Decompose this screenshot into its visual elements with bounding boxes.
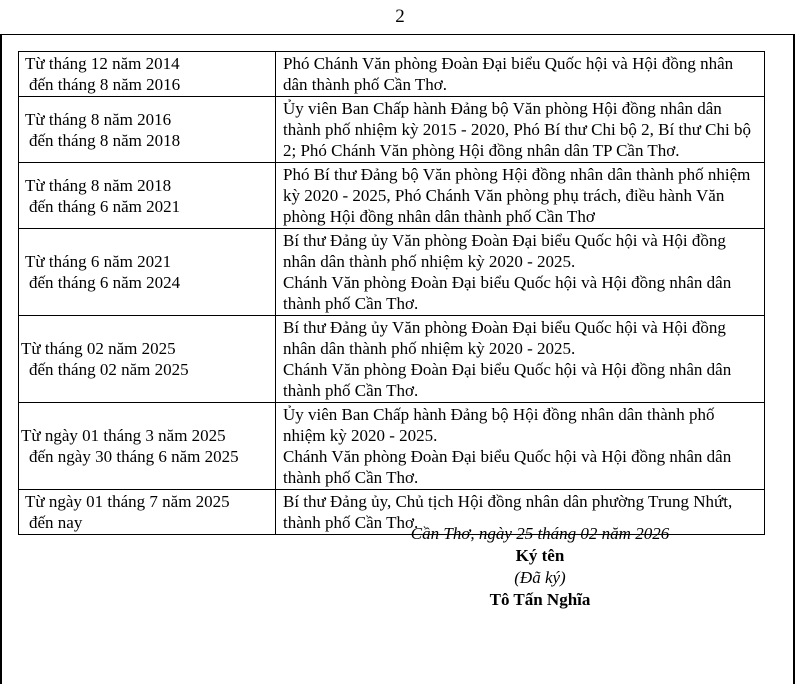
position-cell: [276, 229, 765, 316]
period-cell: [19, 229, 276, 316]
signature-label: Ký tên: [515, 546, 565, 565]
table-row: [19, 229, 765, 316]
position-cell: [276, 163, 765, 229]
page-number: 2: [395, 6, 405, 27]
position-text: Ủy viên Ban Chấp hành Đảng bộ Hội đồng nhân dân thành phố nhiệm kỳ 2020 - 2025.: [283, 405, 715, 445]
position-cell: [276, 52, 765, 97]
period-cell: [19, 52, 276, 97]
position-text: Phó Chánh Văn phòng Đoàn Đại biểu Quốc hội và Hội đồng nhân dân thành phố Cần Thơ.: [283, 54, 734, 94]
period-from: Từ ngày 01 tháng 7 năm 2025: [25, 492, 230, 511]
period-to: đến ngày 30 tháng 6 năm 2025: [29, 447, 239, 466]
signature-status: (Đã ký): [514, 568, 566, 587]
table-row: [19, 403, 765, 490]
position-cell: [276, 403, 765, 490]
position-cell: [276, 316, 765, 403]
table-row: [19, 52, 765, 97]
period-from: Từ tháng 8 năm 2016: [25, 109, 172, 129]
position-text: Chánh Văn phòng Đoàn Đại biểu Quốc hội và Hội đồng nhân dân thành phố Cần Thơ.: [283, 447, 732, 487]
period-to: đến nay: [29, 513, 83, 532]
period-cell: [19, 163, 276, 229]
table-row: [19, 316, 765, 403]
period-from: Từ tháng 02 năm 2025: [21, 339, 176, 358]
position-text: Bí thư Đảng ủy, Chủ tịch Hội đồng nhân dân phường Trung Nhứt, thành phố Cần Thơ.: [283, 492, 733, 532]
period-from: Từ tháng 6 năm 2021: [25, 252, 172, 271]
position-text: Phó Bí thư Đảng bộ Văn phòng Hội đồng nhân dân thành phố nhiệm kỳ 2020 - 2025, Phó Chánh Văn phòng phụ trách, điều hành Văn phòng Hội đồng nhân dân thành phố Cần Thơ: [283, 165, 751, 226]
table-row: [19, 163, 765, 229]
period-cell: [19, 97, 276, 163]
table-row: [19, 97, 765, 163]
position-text: Bí thư Đảng ủy Văn phòng Đoàn Đại biểu Quốc hội và Hội đồng nhân dân thành phố nhiệm kỳ 2020 - 2025.: [283, 318, 726, 358]
period-from: Từ ngày 01 tháng 3 năm 2025: [21, 426, 226, 445]
period-from: Từ tháng 12 năm 2014: [25, 54, 180, 73]
period-to: đến tháng 02 năm 2025: [29, 360, 189, 379]
signature-date-line: Cần Thơ, ngày 25 tháng 02 năm 2026: [410, 524, 670, 543]
position-text: Bí thư Đảng ủy Văn phòng Đoàn Đại biểu Quốc hội và Hội đồng nhân dân thành phố nhiệm kỳ 2020 - 2025.: [283, 231, 726, 271]
signer-name: Tô Tấn Nghĩa: [489, 590, 591, 609]
period-to: đến tháng 8 năm 2016: [29, 75, 181, 94]
position-text: Ủy viên Ban Chấp hành Đảng bộ Văn phòng Hội đồng nhân dân thành phố nhiệm kỳ 2015 - 2020, Phó Bí thư Chi bộ 2, Bí thư Chi bộ 2; Phó Chánh Văn phòng Hội đồng nhân dân TP Cần Thơ.: [283, 99, 751, 160]
period-cell: [19, 316, 276, 403]
period-to: đến tháng 8 năm 2018: [29, 130, 181, 150]
period-cell: [19, 490, 276, 535]
position-cell: [276, 97, 765, 163]
position-text: Chánh Văn phòng Đoàn Đại biểu Quốc hội và Hội đồng nhân dân thành phố Cần Thơ.: [283, 360, 732, 400]
period-cell: [19, 403, 276, 490]
work-history-table: [18, 51, 765, 535]
period-from: Từ tháng 8 năm 2018: [25, 175, 172, 195]
period-to: đến tháng 6 năm 2021: [29, 196, 181, 216]
position-text: Chánh Văn phòng Đoàn Đại biểu Quốc hội và Hội đồng nhân dân thành phố Cần Thơ.: [283, 273, 732, 313]
period-to: đến tháng 6 năm 2024: [29, 273, 181, 292]
